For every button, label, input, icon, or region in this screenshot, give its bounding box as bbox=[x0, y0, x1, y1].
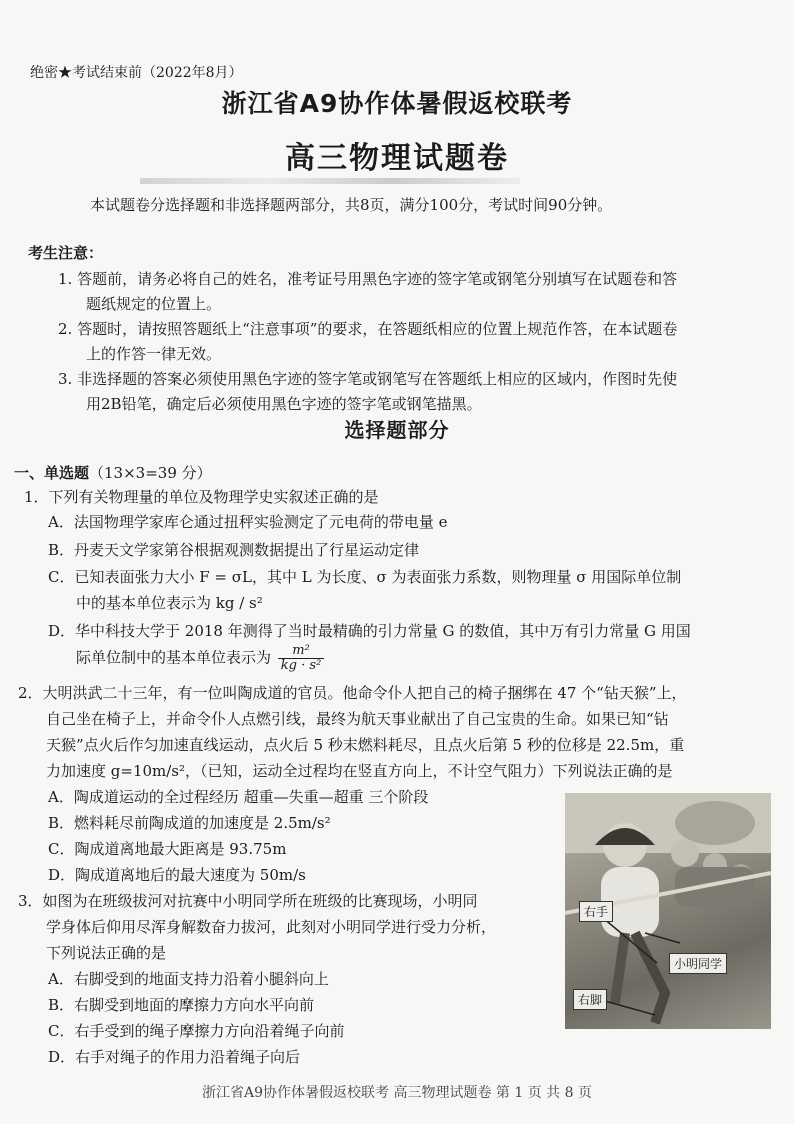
q2-stem-line-3: 天猴”点火后作匀加速直线运动，点火后 5 秒末燃料耗尽，且点火后第 5 秒的位移是 22.5m，重 bbox=[46, 736, 685, 754]
section-title: 选择题部分 bbox=[344, 418, 450, 442]
q2-stem-line-2: 自己坐在椅子上，并命令仆人点燃引线，最终为航天事业献出了自己宝贵的生命。如果已知“钻 bbox=[46, 710, 669, 728]
label-xiaoming: 小明同学 bbox=[669, 953, 727, 974]
q2-option-d: D．陶成道离地后的最大速度为 50m/s bbox=[48, 866, 306, 884]
notice-text: 答题前，请务必将自己的姓名，准考证号用黑色字迹的签字笔或钢笔分别填写在试题卷和答 bbox=[77, 270, 678, 288]
q1-option-d-cont bbox=[76, 644, 324, 673]
group-score: （13×3=39 分） bbox=[89, 464, 212, 482]
q3-stem-line-3: 下列说法正确的是 bbox=[46, 944, 167, 962]
q3-option-b: B．右脚受到地面的摩擦力方向水平向前 bbox=[48, 996, 315, 1014]
label-right-hand: 右手 bbox=[579, 901, 613, 922]
confidential-note: 绝密★考试结束前（2022年8月） bbox=[30, 65, 243, 81]
q1-option-c: C．已知表面张力大小 F = σL，其中 L 为长度、σ 为表面张力系数，则物理量 σ 用国际单位制 bbox=[48, 568, 682, 586]
notice-text: 非选择题的答案必须使用黑色字迹的签字笔或钢笔写在答题纸上相应的区域内，作图时先使 bbox=[77, 370, 678, 388]
notice-item-1 bbox=[58, 268, 677, 289]
question-group-heading bbox=[14, 462, 212, 483]
q1-stem: 1．下列有关物理量的单位及物理学史实叙述正确的是 bbox=[24, 488, 379, 506]
label-right-foot: 右脚 bbox=[573, 989, 607, 1010]
notice-item-3 bbox=[58, 368, 677, 389]
unit-fraction bbox=[278, 644, 324, 673]
exam-intro: 本试题卷分选择题和非选择题两部分，共8页，满分100分，考试时间90分钟。 bbox=[90, 196, 613, 214]
notice-item-1-cont: 题纸规定的位置上。 bbox=[86, 295, 222, 313]
q2-stem-line-4: 力加速度 g=10m/s²，（已知，运动全过程均在竖直方向上，不计空气阻力）下列说法正确的是 bbox=[46, 762, 673, 780]
q1-option-d: D．华中科技大学于 2018 年测得了当时最精确的引力常量 G 的数值，其中万有引力常量 G 用国 bbox=[48, 622, 691, 640]
notice-num: 3. bbox=[58, 370, 73, 388]
fraction-denominator: kg · s² bbox=[280, 658, 322, 673]
tug-of-war-photo bbox=[565, 793, 771, 1029]
q3-stem-line-1: 3．如图为在班级拔河对抗赛中小明同学所在班级的比赛现场，小明同 bbox=[18, 892, 478, 910]
notice-heading: 考生注意： bbox=[28, 244, 104, 262]
fraction-numerator: m² bbox=[278, 644, 324, 659]
q3-option-a: A．右脚受到的地面支持力沿着小腿斜向上 bbox=[48, 970, 329, 988]
q3-option-d: D．右手对绳子的作用力沿着绳子向后 bbox=[48, 1048, 301, 1066]
q1-option-a: A．法国物理学家库仑通过扭秤实验测定了元电荷的带电量 e bbox=[48, 513, 448, 531]
notice-item-3-cont: 用2B铅笔，确定后必须使用黑色字迹的签字笔或钢笔描黑。 bbox=[86, 395, 482, 413]
q1-option-c-cont: 中的基本单位表示为 kg / s² bbox=[76, 594, 263, 612]
exam-subtitle: 高三物理试题卷 bbox=[285, 141, 509, 176]
notice-text: 答题时，请按照答题纸上“注意事项”的要求，在答题纸相应的位置上规范作答，在本试题卷 bbox=[77, 320, 678, 338]
q2-option-b: B．燃料耗尽前陶成道的加速度是 2.5m/s² bbox=[48, 814, 331, 832]
q2-option-c: C．陶成道离地最大距离是 93.75m bbox=[48, 840, 287, 858]
scan-smudge bbox=[140, 178, 520, 184]
q2-stem-line-1: 2．大明洪武二十三年，有一位叫陶成道的官员。他命令仆人把自己的椅子捆绑在 47 个“钻天猴”上， bbox=[18, 684, 687, 702]
exam-title: 浙江省A9协作体暑假返校联考 bbox=[221, 89, 573, 118]
group-heading-label: 一、单选题 bbox=[14, 464, 90, 482]
page-footer: 浙江省A9协作体暑假返校联考 高三物理试题卷 第 1 页 共 8 页 bbox=[202, 1085, 592, 1101]
notice-item-2 bbox=[58, 318, 677, 339]
q3-stem-line-2: 学身体后仰用尽浑身解数奋力拔河，此刻对小明同学进行受力分析， bbox=[46, 918, 497, 936]
q3-option-c: C．右手受到的绳子摩擦力方向沿着绳子向前 bbox=[48, 1022, 345, 1040]
notice-num: 1. bbox=[58, 270, 73, 288]
notice-item-2-cont: 上的作答一律无效。 bbox=[86, 345, 222, 363]
q1-option-d-text: 际单位制中的基本单位表示为 bbox=[76, 648, 272, 667]
notice-num: 2. bbox=[58, 320, 73, 338]
q2-option-a: A．陶成道运动的全过程经历 超重—失重—超重 三个阶段 bbox=[48, 788, 429, 806]
q1-option-b: B．丹麦天文学家第谷根据观测数据提出了行星运动定律 bbox=[48, 541, 420, 559]
